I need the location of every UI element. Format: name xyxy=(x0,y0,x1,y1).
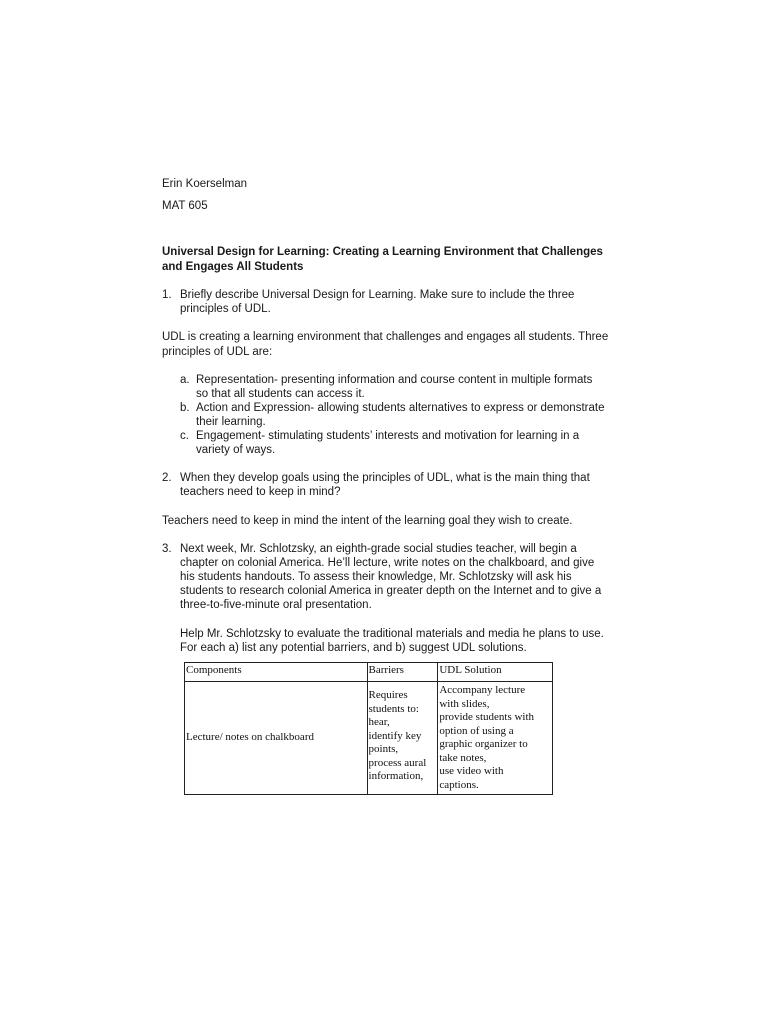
question-3-instructions-line-1: Help Mr. Schlotzsky to evaluate the traditional materials and media he plans to use. xyxy=(180,628,604,640)
udl-table xyxy=(184,662,553,795)
principle-a-line-2: so that all students can access it. xyxy=(196,388,365,400)
question-3-line-1: Next week, Mr. Schlotzsky, an eighth-grade social studies teacher, will begin a xyxy=(180,543,577,555)
course-code: MAT 605 xyxy=(162,200,208,212)
principle-a-letter: a. xyxy=(180,374,190,386)
answer-1-line-1: UDL is creating a learning environment that challenges and engages all students. Three xyxy=(162,331,609,343)
table-header-barriers: Barriers xyxy=(367,663,438,682)
question-2-line-1: When they develop goals using the principles of UDL, what is the main thing that xyxy=(180,472,590,484)
solution-line: Accompany lecture xyxy=(439,684,526,696)
principle-c-letter: c. xyxy=(180,430,189,442)
table-row xyxy=(185,682,553,795)
answer-2: Teachers need to keep in mind the intent of the learning goal they wish to create. xyxy=(162,515,573,527)
principle-c-line-2: variety of ways. xyxy=(196,444,276,456)
barrier-line: information, xyxy=(368,770,424,782)
question-3-instructions-line-2: For each a) list any potential barriers, and b) suggest UDL solutions. xyxy=(180,642,527,654)
barrier-line: points, xyxy=(368,743,399,755)
question-3-line-3: his students handouts. To assess their knowledge, Mr. Schlotzsky will ask his xyxy=(180,571,572,583)
principle-b-line-2: their learning. xyxy=(196,416,266,428)
table-header-udl-solution: UDL Solution xyxy=(438,663,553,682)
question-2-line-2: teachers need to keep in mind? xyxy=(180,486,341,498)
barrier-line: process aural xyxy=(368,756,427,769)
solution-line: graphic organizer to xyxy=(439,738,528,750)
author-name: Erin Koerselman xyxy=(162,178,248,190)
question-3-line-5: three-to-five-minute oral presentation. xyxy=(180,599,372,611)
barrier-line: Requires xyxy=(368,689,408,701)
solution-line: provide students with xyxy=(439,711,535,723)
table-cell-solution xyxy=(438,682,553,795)
solution-line: with slides, xyxy=(439,697,490,710)
document-title-line-1: Universal Design for Learning: Creating a Learning Environment that Challenges xyxy=(162,246,603,258)
principle-c-line-1: Engagement- stimulating students’ interests and motivation for learning in a xyxy=(196,430,580,442)
solution-line: captions. xyxy=(439,778,479,791)
principle-b-letter: b. xyxy=(180,402,190,414)
barrier-line: identify key xyxy=(368,729,422,742)
solution-line: take notes, xyxy=(439,751,487,764)
principle-b-line-1: Action and Expression- allowing students alternatives to express or demonstrate xyxy=(196,402,605,414)
question-1-number: 1. xyxy=(162,289,172,301)
question-3-number: 3. xyxy=(162,543,172,555)
question-3-line-2: chapter on colonial America. He’ll lecture, write notes on the chalkboard, and give xyxy=(180,557,595,569)
question-1-line-1: Briefly describe Universal Design for Learning. Make sure to include the three xyxy=(180,289,575,301)
principle-a-line-1: Representation- presenting information and course content in multiple formats xyxy=(196,374,593,386)
table-cell-barriers xyxy=(367,682,438,795)
barrier-line: students to: xyxy=(368,702,419,715)
question-2-number: 2. xyxy=(162,472,172,484)
question-1-line-2: principles of UDL. xyxy=(180,303,271,315)
solution-line: use video with xyxy=(439,765,504,777)
table-header-row xyxy=(185,663,553,682)
barrier-line: hear, xyxy=(368,716,390,728)
table-header-components: Components xyxy=(185,663,368,682)
question-3-line-4: students to research colonial America in greater depth on the Internet and to give a xyxy=(180,585,602,597)
document-title-line-2: and Engages All Students xyxy=(162,261,304,273)
solution-line: option of using a xyxy=(439,724,514,737)
table-cell-component: Lecture/ notes on chalkboard xyxy=(185,682,368,795)
answer-1-line-2: principles of UDL are: xyxy=(162,346,273,358)
